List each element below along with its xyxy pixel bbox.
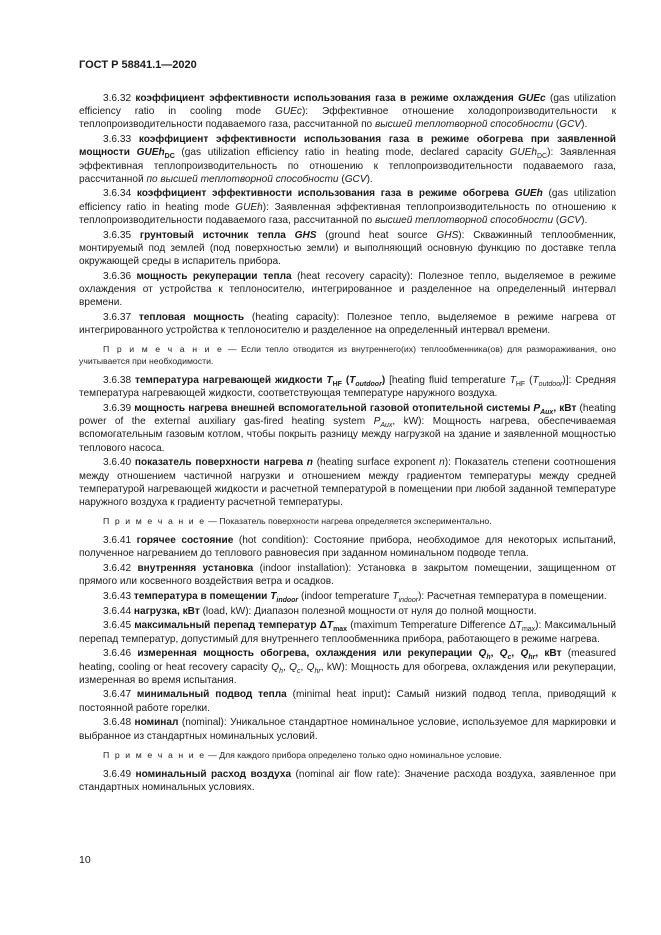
clause-number: 3.6.46 [103,648,132,660]
note [79,343,616,367]
definition-entry [79,716,616,742]
definition-entry [79,534,616,560]
definition-text: коэффициент эффективности использования газа в режиме охлаждения GUEc (gas utilization efficiency ratio in cooling mode GUEc): Эффективное отношение холодопроизводительности к теплопроизводительности подаваемого газа, рассчитанной по высшей теплотворной способности (GCV). [79,93,617,131]
definition-text: номинал (nominal): Уникальное стандартное номинальное условие, используемое для маркировки и выбранное из стандартных номинальных условий. [79,717,617,742]
definition-text: мощность нагрева внешней вспомогательной газовой отопительной системы $P_{Aux}$, кВт (heating power of the external auxiliary gas-fired heating system $P_{Aux}$, kW): Мощность нагрева, обеспечиваемая вспомогательным газовым котлом, чтобы покрыть разницу между нагрузкой на здание и заявленной мощностью теплового насоса. [79,403,616,454]
definitions-list [79,92,616,794]
clause-number: 3.6.32 [103,93,132,104]
clause-number: 3.6.42 [103,563,132,575]
note-text: — Для каждого прибора определено только одно номинальное условие. [208,749,502,760]
definition-text: грунтовый источник тепла GHS (ground heat source GHS): Скважинный теплообменник, монтируемый под землей (под поверхностью земли) и выполняющий основную функцию по доставке тепла окружающей среды в испаритель прибора. [79,229,616,267]
definition-entry [79,311,616,337]
definition-text: измеренная мощность обогрева, охлаждения или рекуперации $Q_h$, $Q_c$, $Q_{hr}$, кВт (measured heating, cooling or heat recovery capacity $Q_h$, $Q_c$, $Q_{hr}$, kW): Мощность для обогрева, охлаждения или рекуперации, измеренная во время испытания. [79,648,617,686]
clause-number: 3.6.45 [103,620,132,632]
note-text: — Если тепло отводится из внутреннего(их) теплообменника(ов) для размораживания, оно учитывается при необходимости. [79,344,616,367]
clause-number: 3.6.33 [103,134,132,146]
clause-number: 3.6.40 [103,457,132,469]
clause-number: 3.6.39 [103,403,132,415]
note [79,749,616,761]
definition-entry [79,605,616,618]
definition-text: минимальный подвод тепла (minimal heat input): Самый низкий подвод тепла, приводящий к постоянной работе горелки. [79,689,616,714]
clause-number: 3.6.48 [103,717,132,729]
definition-entry [79,456,616,509]
definition-text: температура в помещении $T_{indoor}$ (indoor temperature $T_{indoor}$): Расчетная температура в помещении. [133,591,607,605]
definition-entry [79,590,616,603]
definition-text: номинальный расход воздуха (nominal air flow rate): Значение расхода воздуха, заявленное при стандартных номинальных условиях. [79,768,616,793]
definition-entry [79,133,616,186]
clause-number: 3.6.49 [103,768,132,780]
clause-number: 3.6.41 [103,535,132,547]
definition-entry [79,92,616,132]
clause-number: 3.6.38 [103,375,132,387]
definition-text: коэффициент эффективности использования газа в режиме обогрева при заявленной мощности GUEh$_{DC}$ (gas utilization efficiency ratio in heating mode, declared capacity GUEh$_{DC}$): Заявленная эффективная теплопроизводительность по отношению к теплопроизводительности подаваемого газа, рассчитанной по высшей теплотворной способности (GCV). [79,134,617,185]
clause-number: 3.6.44 [103,605,132,617]
definition-entry [79,688,616,714]
definition-text: температура нагревающей жидкости $T_{HF}$ $(T_{outdoor})$ [heating fluid temperature $T_{HF}$ $(T_{outdoor})$]: Средняя температура нагревающей жидкости, соответствующая температуре наружного воздуха. [79,375,616,400]
definition-text: показатель поверхности нагрева n (heating surface exponent n): Показатель степени соотношения между отношением частичной нагрузки и отношением между градиентом температуры между средней температурой нагревающей жидкости и расчетной температурой в помещении при любой заданной температуре наружного воздуха к градиенту расчетной температуры. [79,457,616,508]
definition-text: внутренняя установка (indoor installation): Установка в закрытом помещении, защищенном от прямого или косвенного воздействия ветра и осадков. [79,563,616,588]
clause-number: 3.6.47 [103,689,132,701]
note-label: П р и м е ч а н и е [103,344,224,355]
definition-entry [79,619,616,645]
standard-header: ГОСТ Р 58841.1—2020 [79,59,197,71]
definition-text: горячее состояние (hot condition): Состояние прибора, необходимое для некоторых испытаний, полученное нагреванием до теплового равновесия при заданном номинальном подводе тепла. [79,535,616,560]
definition-entry [79,402,616,455]
definition-entry [79,768,616,794]
page-number: 10 [79,854,91,866]
definition-text: мощность рекуперации тепла (heat recovery capacity): Полезное тепло, выделяемое в режиме охлаждения от устройства к теплоносителю, интегрированное и разделенное на определенный интервал времени. [79,270,616,309]
definition-entry [79,647,616,687]
note [79,515,616,527]
definition-entry [79,562,616,588]
definition-entry [79,270,616,310]
definition-text: нагрузка, кВт (load, kW): Диапазон полезной мощности от нуля до полной мощности. [133,605,537,617]
definition-entry [79,187,616,227]
note-label: П р и м е ч а н и е [103,516,206,527]
definition-text: тепловая мощность (heating capacity): Полезное тепло, выделяемое в режиме нагрева от интегрированного устройства к теплоносителю и разделенное на определенный интервал времени. [79,311,617,336]
clause-number: 3.6.36 [103,270,132,282]
definition-text: максимальный перепад температур $\Delta T_{max}$ (maximum Temperature Difference $\Delta T_{max}$): Максимальный перепад температур, допустимый для внутреннего теплообменника прибора, работающего в режиме нагрева. [79,620,616,645]
clause-number: 3.6.34 [103,188,132,200]
clause-number: 3.6.43 [103,591,132,602]
definition-text: коэффициент эффективности использования газа в режиме обогрева GUEh (gas utilization efficiency ratio in heating mode GUEh): Заявленная эффективная теплопроизводительность по отношению к теплопроизводительности подаваемого газа, рассчитанной по высшей теплотворной способности (GCV). [79,188,617,226]
clause-number: 3.6.37 [103,311,132,323]
note-label: П р и м е ч а н и е [103,749,206,760]
definition-entry [79,229,616,269]
definition-entry [79,374,616,400]
clause-number: 3.6.35 [103,229,132,241]
note-text: — Показатель поверхности нагрева определяется экспериментально. [208,516,492,527]
